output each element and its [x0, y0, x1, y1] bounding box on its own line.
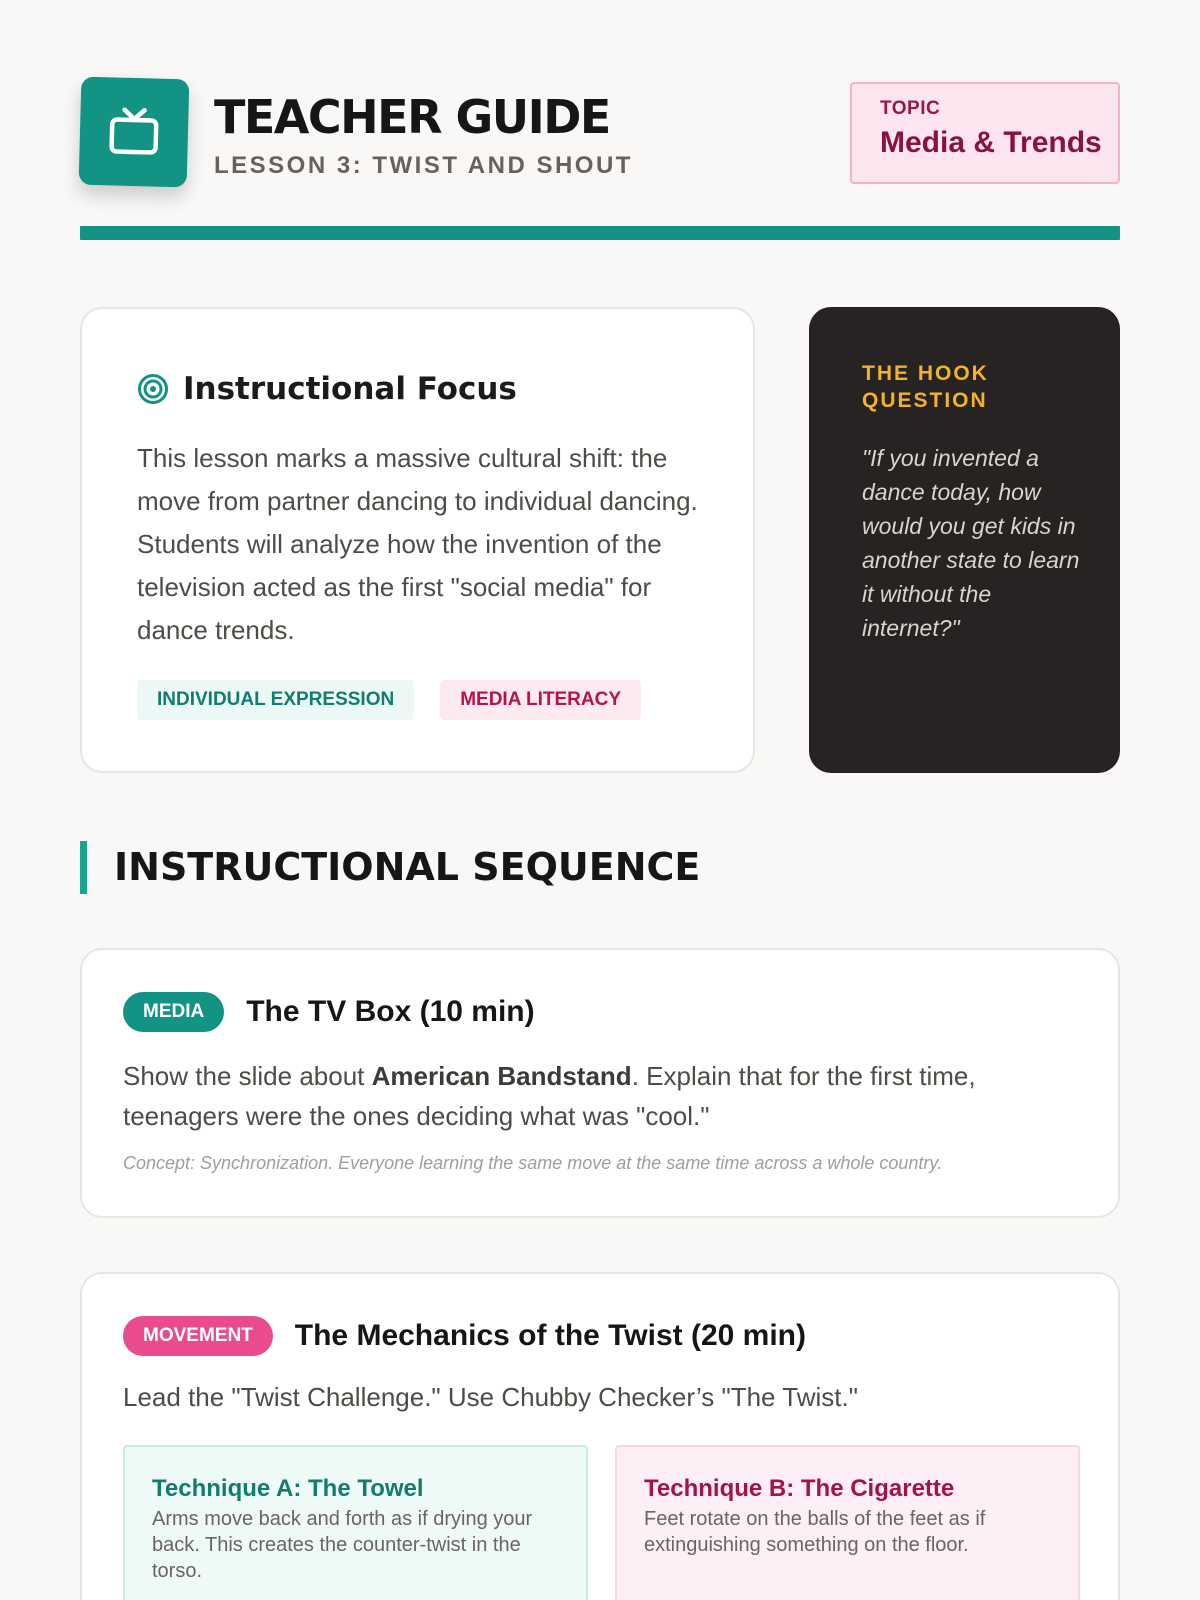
technique-title: Technique A: The Towel	[152, 1475, 424, 1502]
technique-title: Technique B: The Cigarette	[644, 1475, 955, 1502]
target-icon	[137, 373, 169, 405]
page-title: TEACHER GUIDE	[214, 90, 610, 144]
tv-icon	[107, 105, 160, 158]
step-card-media	[80, 948, 1120, 1218]
step-text-start: Show the slide about	[123, 1061, 372, 1091]
step-text-bold: American Bandstand	[371, 1061, 632, 1091]
hook-label: THE HOOK QUESTION	[862, 362, 989, 412]
header-divider	[80, 226, 1120, 240]
step-text-end: . Explain that for the first time, teenagers were the ones deciding what was "cool."	[123, 1061, 976, 1131]
focus-tags	[137, 680, 641, 720]
instructional-focus-card	[80, 307, 755, 773]
step-note: Concept: Synchronization. Everyone learning the same move at the same time across a whole country.	[123, 1153, 943, 1173]
technique-card-b	[615, 1445, 1080, 1600]
step-header	[123, 992, 535, 1032]
hook-quote: "If you invented a dance today, how would you get kids in another state to learn it without the internet?"	[862, 445, 1080, 641]
technique-description: Arms move back and forth as if drying your back. This creates the counter-twist in the torso.	[152, 1508, 533, 1582]
lesson-subtitle: LESSON 3: TWIST AND SHOUT	[214, 152, 633, 179]
technique-card-a	[123, 1445, 588, 1600]
focus-body: This lesson marks a massive cultural shift: the move from partner dancing to individual dancing. Students will analyze how the invention of the television acted as the first "social media" for dance trends.	[137, 443, 698, 645]
topic-box	[850, 82, 1120, 184]
step-header	[123, 1316, 806, 1356]
sequence-heading: INSTRUCTIONAL SEQUENCE	[80, 841, 700, 894]
topic-label: TOPIC	[880, 98, 941, 119]
media-badge: MEDIA	[123, 992, 224, 1032]
topic-value: Media & Trends	[880, 126, 1102, 159]
tag-individual-expression: INDIVIDUAL EXPRESSION	[137, 680, 414, 720]
step-text: Lead the "Twist Challenge." Use Chubby Checker’s "The Twist."	[123, 1382, 858, 1412]
technique-description: Feet rotate on the balls of the feet as if extinguishing something on the floor.	[644, 1508, 986, 1556]
movement-badge: MOVEMENT	[123, 1316, 273, 1356]
tag-media-literacy: MEDIA LITERACY	[440, 680, 641, 720]
step-text	[123, 1056, 1063, 1136]
hook-question-card	[809, 307, 1120, 773]
logo	[79, 77, 190, 188]
page-header	[80, 78, 1120, 188]
step-title: The Mechanics of the Twist (20 min)	[294, 1319, 806, 1352]
focus-title: Instructional Focus	[183, 371, 517, 407]
step-card-movement	[80, 1272, 1120, 1600]
focus-header	[137, 371, 517, 407]
step-title: The TV Box (10 min)	[246, 995, 535, 1028]
